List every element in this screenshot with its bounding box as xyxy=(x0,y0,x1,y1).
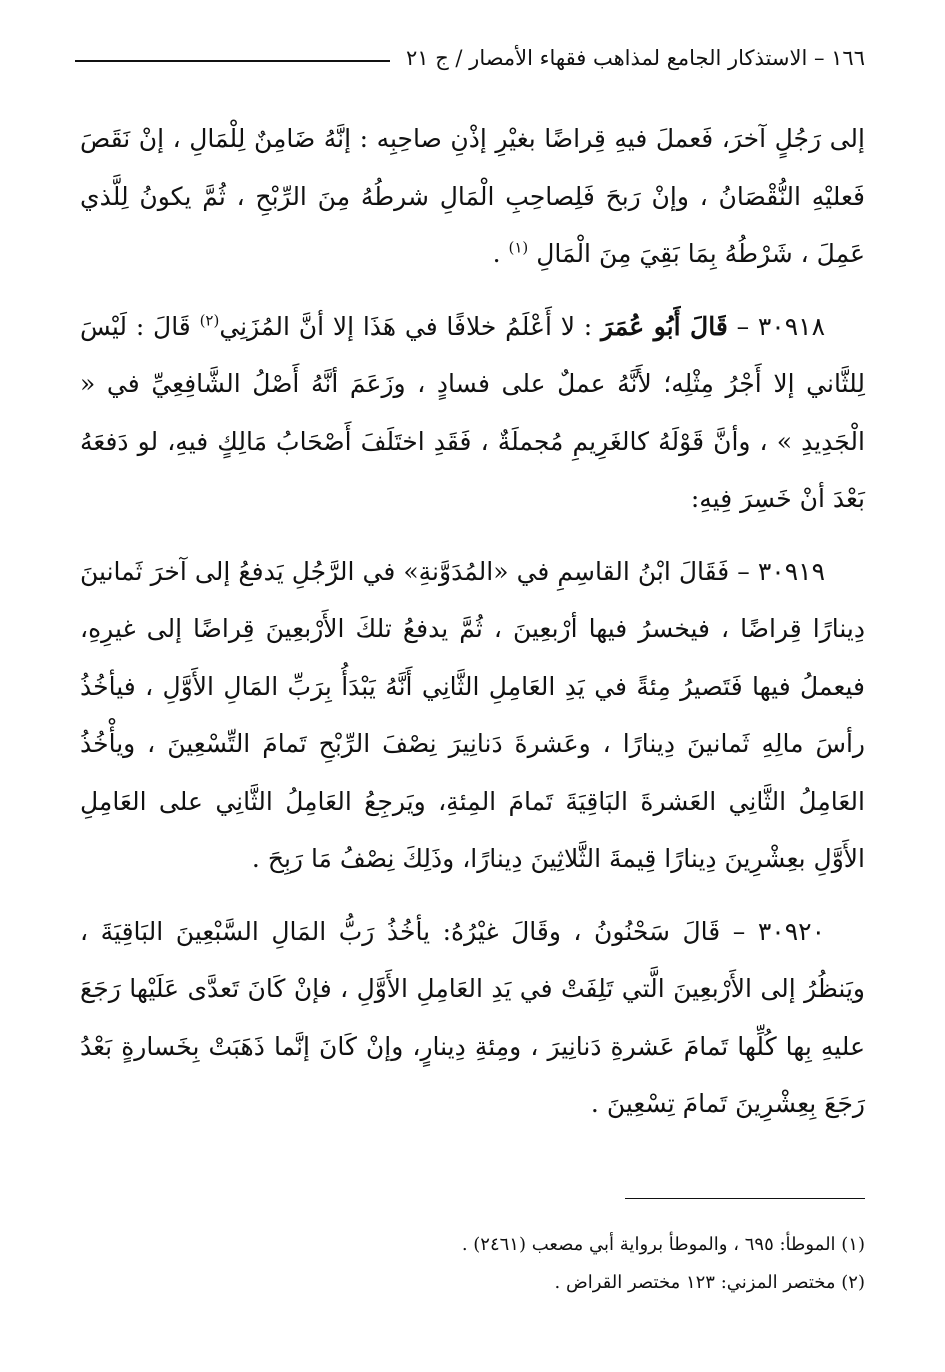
footnotes xyxy=(80,1226,865,1302)
paragraph-text: قَالَ سَحْنُونُ ، وقَالَ غيْرُهُ: يأخُذُ رَبُّ المَالِ السَّبْعِينَ البَاقِيَةَ ، ويَنظُرُ إلى الأَرْبعِينَ الَّتي تَلِفَتْ في يَدِ العَامِلِ الأَوَّلِ ، فإنْ كَانَ تَعدَّى عَلَيْها رَجَعَ عليهِ بِها كُلِّها تَمامَ عَشرةِ دَنانِيرَ ، ومِئةِ دِينارٍ، وإنْ كَانَ إنَّما ذَهَبَتْ بِخَسارةٍ بَعْدُ رَجَعَ بِعِشْرِينَ تَمامَ تِسْعِينَ xyxy=(80,916,865,1118)
paragraph-text: إلى رَجُلٍ آخرَ، فَعملَ فيهِ قِراضًا بغيْرِ إذْنِ صاحِبِه : إنَّهُ ضَامِنٌ لِلْمَالِ ، إنْ نَقَصَ فَعليْهِ النُّقْصَانُ ، وإنْ رَبحَ فَلِصاحِبِ الْمَالِ شرطُهُ مِنَ الرِّبْحِ ، ثُمَّ يكونُ لِلَّذي عَمِلَ ، شَرْطُهُ بِمَا بَقِيَ مِنَ الْمَالِ xyxy=(80,124,865,268)
footnote-1: (١) الموطأ: ٦٩٥ ، والموطأ برواية أبي مصعب (٢٤٦١) . xyxy=(461,1234,865,1255)
paragraph xyxy=(80,903,865,1133)
paragraph-end: . xyxy=(492,239,509,268)
header-rule xyxy=(75,60,390,62)
footnote-2: (٢) مختصر المزني: ١٢٣ مختصر القراض . xyxy=(554,1272,865,1293)
footnote-rule xyxy=(625,1198,865,1199)
paragraph-number: ٣٠٩٢٠ – xyxy=(720,916,825,946)
footnote-ref: (٢) xyxy=(199,311,220,330)
footnote-ref: (١) xyxy=(508,238,529,257)
paragraph-number: ٣٠٩١٨ – xyxy=(727,311,826,341)
paragraph-end: قَالَ : لَيْسَ لِلثَّاني إلا أَجْرُ مِثْلِه؛ لأَنَّهُ عملٌ على فسادٍ ، وزَعَمَ أنَّهُ أَصْلُ الشَّافِعِيِّ في « الْجَدِيدِ » ، وأنَّ قَوْلَهُ كالغَرِيمِ مُجملَةٌ ، فَقَدِ اختَلَفَ أَصْحَابُ مَالِكٍ فيهِ، لو دَفعَهُ بَعْدَ أنْ خَسِرَ فِيهِ: xyxy=(80,311,865,513)
paragraph-number: ٣٠٩١٩ – xyxy=(729,556,825,586)
paragraph-text: : لا أَعْلَمُ خلافًا في هَذَا إلا أنَّ المُزَنِي xyxy=(219,311,601,341)
paragraph-end: . xyxy=(251,844,268,873)
header-title: ١٦٦ – الاستذكار الجامع لمذاهب فقهاء الأمصار / ج ٢١ xyxy=(405,46,865,70)
paragraph xyxy=(80,298,865,528)
main-text xyxy=(80,110,865,1133)
paragraph-text: فَقَالَ ابْنُ القاسِمِ في «المُدَوَّنةِ» في الرَّجُلِ يَدفعُ إلى آخرَ ثَمانينَ دِينارًا قِراضًا ، فيخسرُ فيها أرْبعِينَ ، ثُمَّ يدفعُ تلكَ الأَرْبعِينَ قِراضًا إلى غيرِهِ، فيعملُ فيها فَتَصيرُ مِئةً في يَدِ العَامِلِ الثَّانِي أَنَّهُ يَبْدَأُ بِرَبِّ المَالِ الأَوَّلِ ، فيأخُذُ رأسَ مالِهِ ثَمانينَ دِينارًا ، وعَشرةَ دَنانِيرَ نِصْفَ الرِّبْحِ تَمامَ التِّسْعِينَ ، ويأْخُذُ العَامِلُ الثَّانِي العَشرةَ البَاقِيَةَ تَمامَ المِئةِ، ويَرجِعُ العَامِلُ الثَّانِي على العَامِلِ الأَوَّلِ بعِشْرِينَ دِينارًا قِيمةَ الثَّلاثِينَ دِينارًا، وذَلِكَ نِصْفُ مَا رَبِحَ xyxy=(80,556,865,873)
paragraph-end: . xyxy=(590,1089,607,1118)
running-header xyxy=(75,38,865,78)
paragraph-lead: قَالَ أَبُو عُمَرَ xyxy=(600,311,728,341)
paragraph xyxy=(80,543,865,888)
paragraph xyxy=(80,110,865,283)
